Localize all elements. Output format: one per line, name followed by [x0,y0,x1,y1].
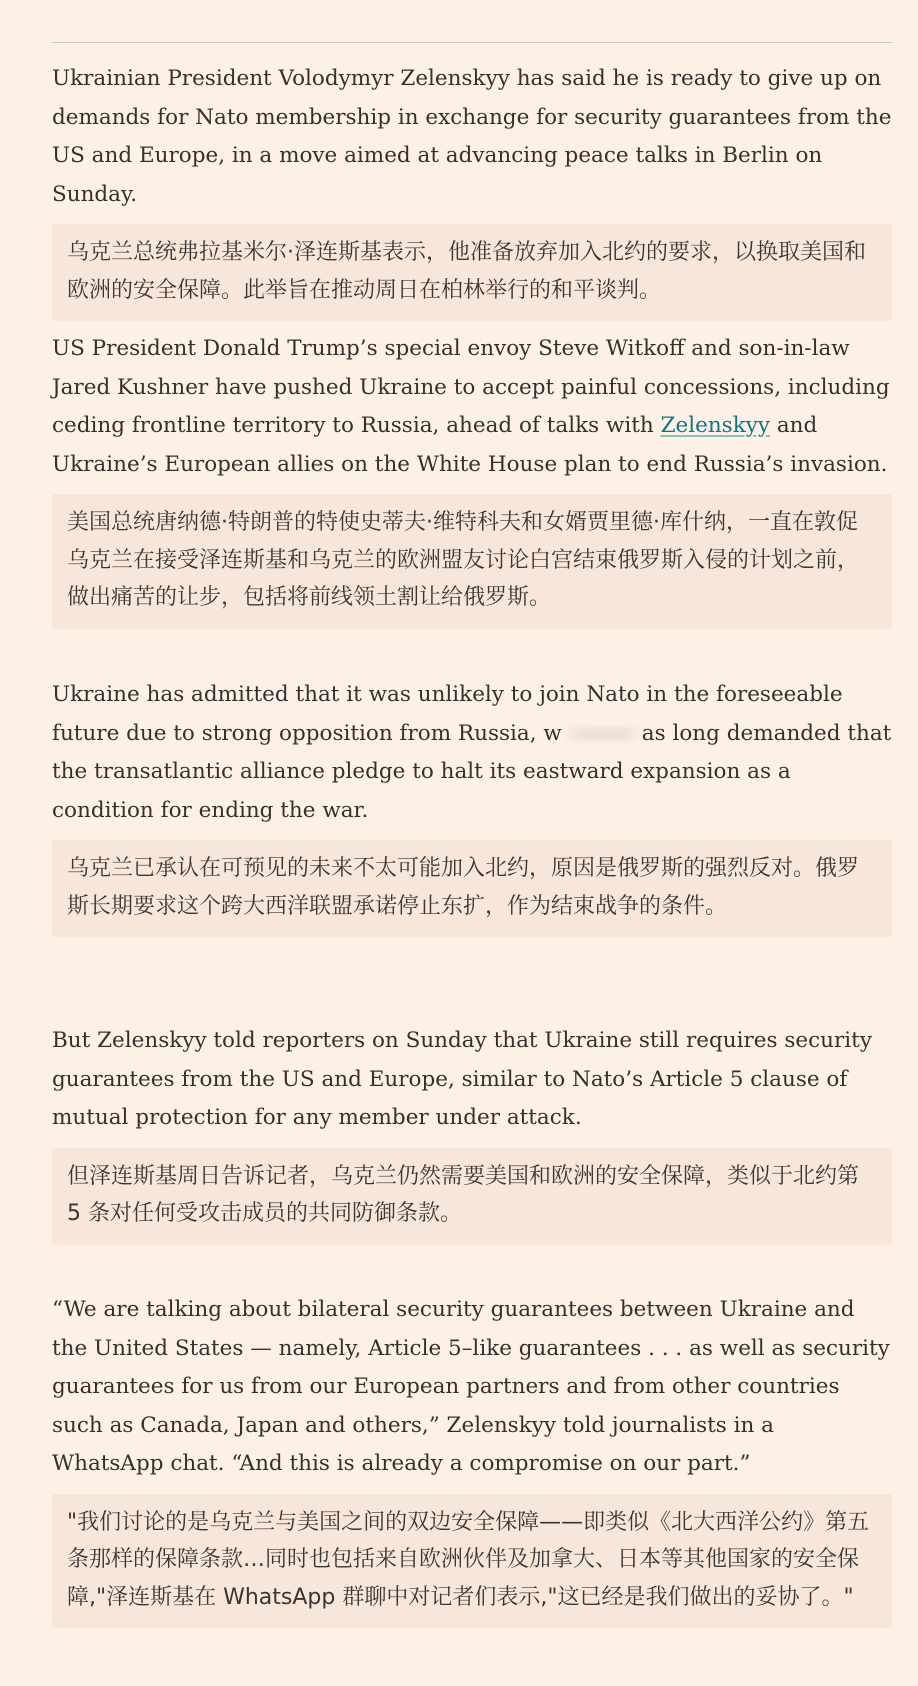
chinese-translation: 但泽连斯基周日告诉记者，乌克兰仍然需要美国和欧洲的安全保障，类似于北约第 5 条对任何受攻击成员的共同防御条款。 [52,1148,892,1245]
english-paragraph: Ukrainian President Volodymyr Zelenskyy has said he is ready to give up on demands for Nato membership in exchange for security guarantees from the US and Europe, in a move aimed at advancing peace talks in Berlin on Sunday. [52,66,892,207]
paragraph-pair-4 [52,1022,892,1245]
english-paragraph: But Zelenskyy told reporters on Sunday that Ukraine still requires security guarantees from the US and Europe, similar to Nato’s Article 5 clause of mutual protection for any member under attack. [52,1028,872,1130]
top-divider [52,42,892,43]
paragraph-text: and Ukraine’s European allies on the White House plan to end Russia’s invasion. [52,413,888,477]
paragraph-pair-2 [52,330,892,629]
english-paragraph: “We are talking about bilateral security guarantees between Ukraine and the United States — namely, Article 5–like guarantees . . . as well as security guarantees for us from our European partners and from other countries such as Canada, Japan and others,” Zelenskyy told journalists in a WhatsApp chat. “And this is already a compromise on our part.” [52,1297,890,1476]
paragraph-text: US President Donald Trump’s special envoy Steve Witkoff and son-in-law Jared Kushner have pushed Ukraine to accept painful concessions, including ceding frontline territory to Russia, ahead of talks with [52,336,890,438]
paragraph-text: Ukraine has admitted that it was unlikely to join Nato in the foreseeable future due to strong opposition from Russia, w [52,682,843,746]
english-paragraph [52,676,892,830]
chinese-translation: 乌克兰总统弗拉基米尔·泽连斯基表示，他准备放弃加入北约的要求，以换取美国和欧洲的安全保障。此举旨在推动周日在柏林举行的和平谈判。 [52,224,892,321]
paragraph-pair-1 [52,60,892,321]
chinese-translation: 美国总统唐纳德·特朗普的特使史蒂夫·维特科夫和女婿贾里德·库什纳，一直在敦促乌克兰在接受泽连斯基和乌克兰的欧洲盟友讨论白宫结束俄罗斯入侵的计划之前，做出痛苦的让步，包括将前线领土割让给俄罗斯。 [52,494,892,629]
chinese-translation: "我们讨论的是乌克兰与美国之间的双边安全保障——即类似《北大西洋公约》第五条那样的保障条款…同时也包括来自欧洲伙伴及加拿大、日本等其他国家的安全保障,"泽连斯基在 WhatsApp 群聊中对记者们表示,"这已经是我们做出的妥协了。" [52,1494,892,1629]
english-paragraph [52,330,892,484]
paragraph-text: as long demanded that the transatlantic alliance pledge to halt its eastward expansion as a condition for ending the war. [52,720,892,823]
blurred-redaction [562,727,642,741]
zelenskyy-link[interactable]: Zelenskyy [660,413,771,438]
chinese-translation: 乌克兰已承认在可预见的未来不太可能加入北约，原因是俄罗斯的强烈反对。俄罗斯长期要求这个跨大西洋联盟承诺停止东扩，作为结束战争的条件。 [52,840,892,937]
paragraph-pair-3 [52,676,892,937]
paragraph-pair-5 [52,1291,892,1628]
